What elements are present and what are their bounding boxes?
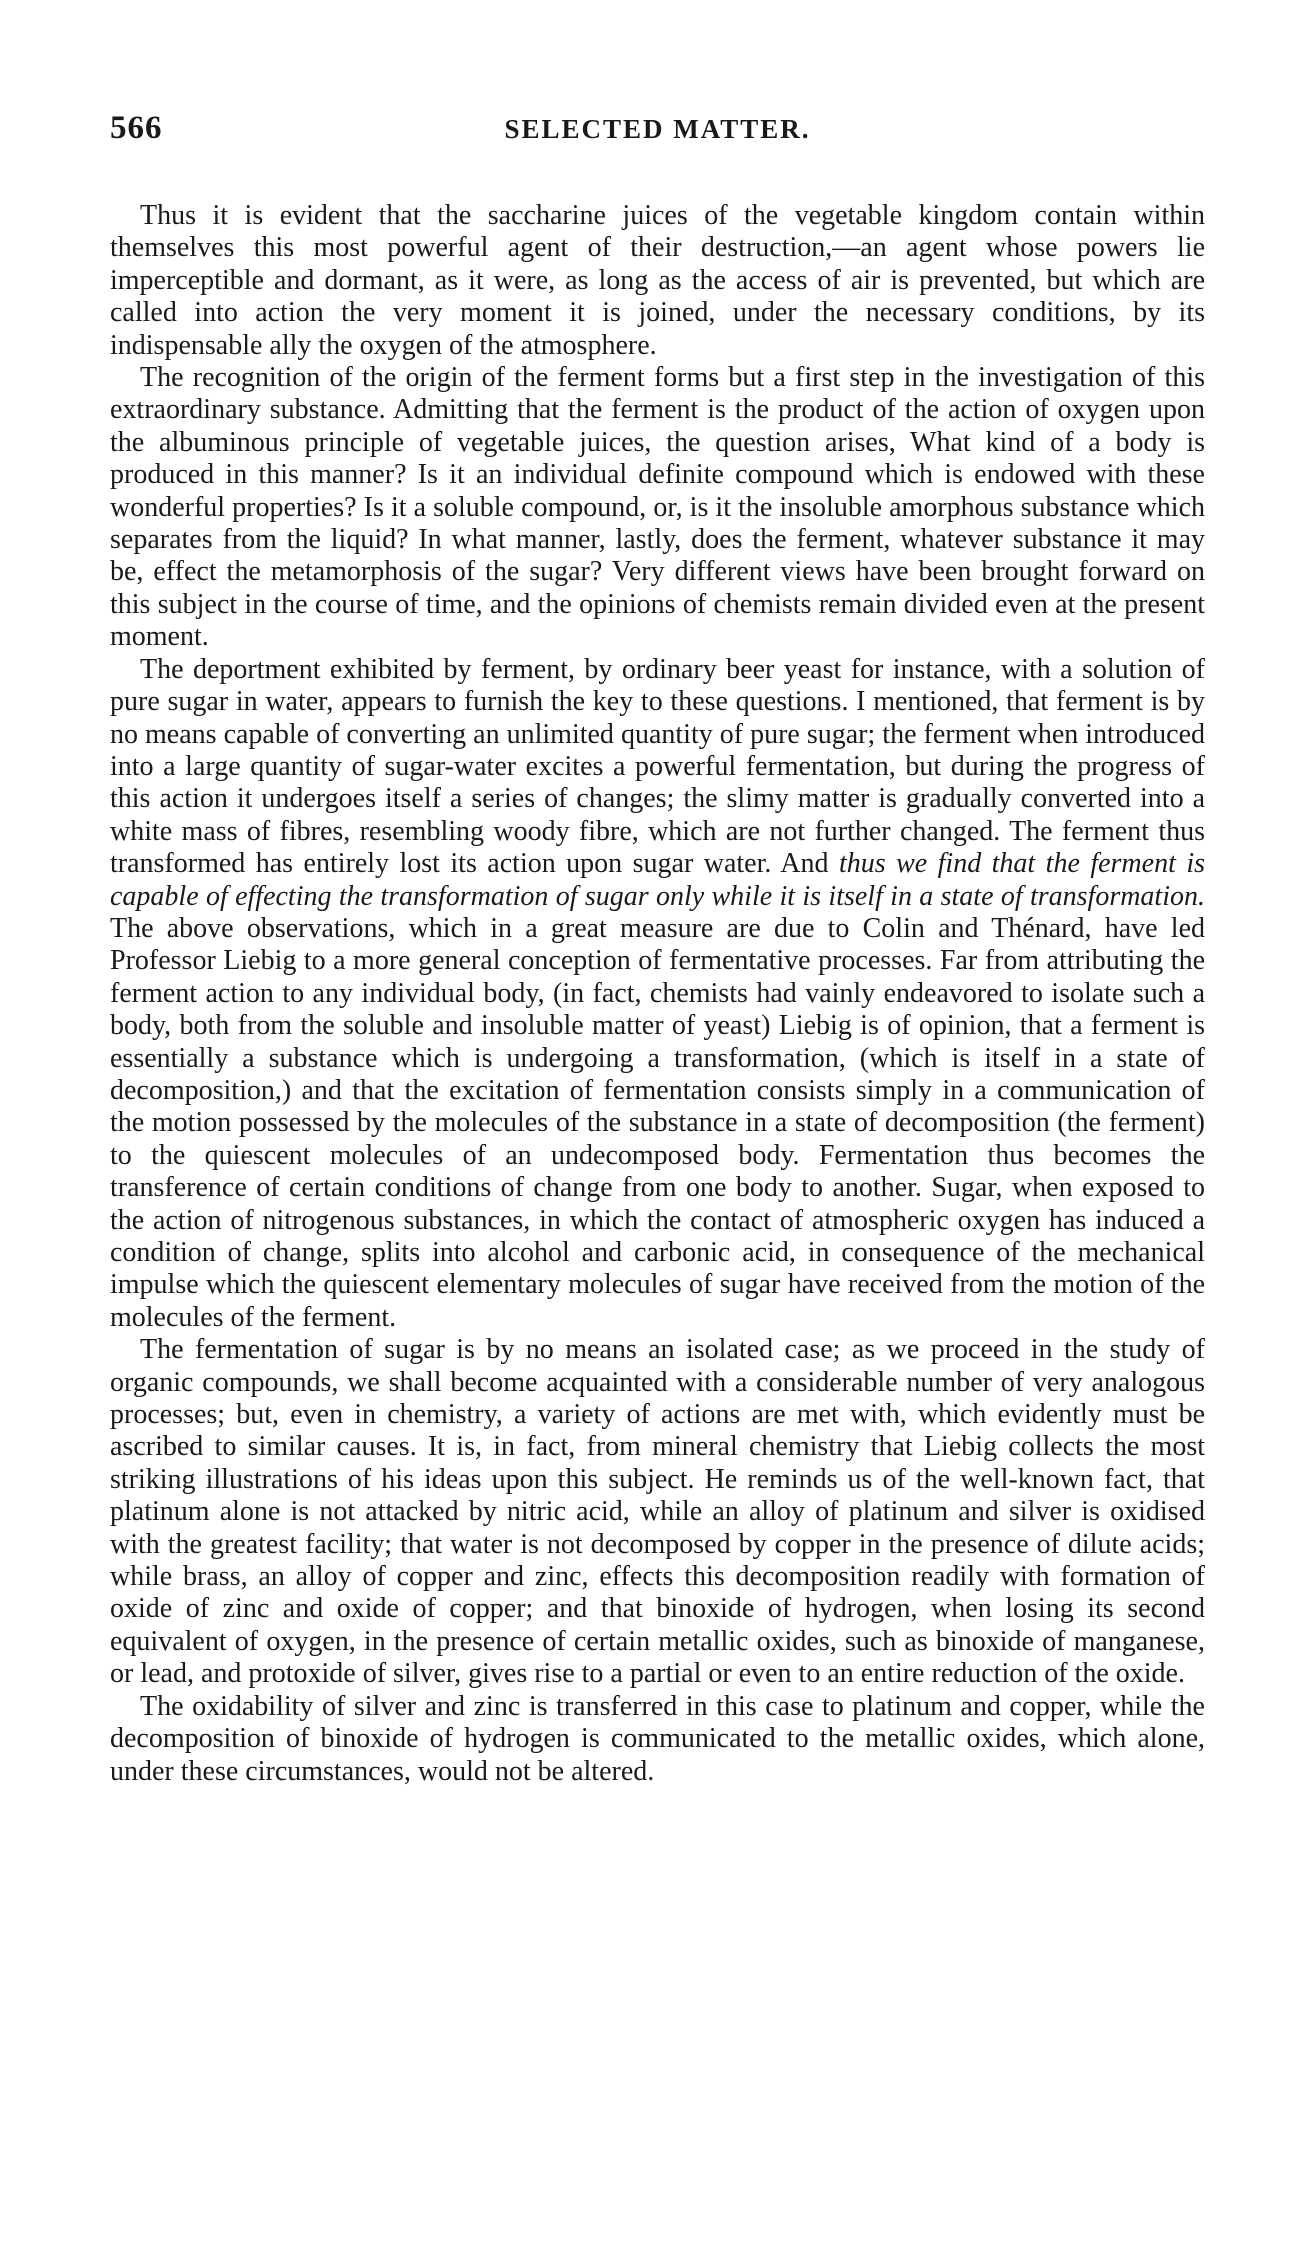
book-page bbox=[110, 110, 1205, 1788]
paragraph-3-text-before: The deportment exhibited by ferment, by ordinary beer yeast for instance, with a solution of pure sugar in water, appears to furnish the key to these questions. I mentioned, that ferment is by no means capable of converting an unlimited quantity of pure sugar; the ferment when introduced into a large quantity of sugar-water excites a powerful fermentation, but during the progress of this action it undergoes itself a series of changes; the slimy matter is gradually converted into a white mass of fibres, resembling woody fibre, which are not further changed. The ferment thus transformed has entirely lost its action upon sugar water. And bbox=[110, 653, 1205, 880]
paragraph-3 bbox=[110, 654, 1205, 1335]
paragraph-5: The oxidability of silver and zinc is transferred in this case to platinum and copper, while the decomposition of binoxide of hydrogen is communicated to the metallic oxides, which alone, under these circumstances, would not be altered. bbox=[110, 1690, 1205, 1787]
running-head: SELECTED MATTER. bbox=[504, 114, 811, 144]
paragraph-1: Thus it is evident that the saccharine juices of the vegetable kingdom contain within themselves this most powerful agent of their destruction,—an agent whose powers lie imperceptible and dormant, as it were, as long as the access of air is prevented, but which are called into action the very moment it is joined, under the necessary conditions, by its indispensable ally the oxygen of the atmosphere. bbox=[110, 200, 1205, 361]
page-header bbox=[110, 110, 1205, 160]
paragraph-4: The fermentation of sugar is by no means an isolated case; as we proceed in the study of organic compounds, we shall become acquainted with a considerable number of very analogous processes; but, even in chemistry, a variety of actions are met with, which evidently must be ascribed to similar causes. It is, in fact, from mineral chemistry that Liebig collects the most striking illustrations of his ideas upon this subject. He reminds us of the well-known fact, that platinum alone is not attacked by nitric acid, while an alloy of platinum and silver is oxidised with the greatest facility; that water is not decomposed by copper in the presence of dilute acids; while brass, an alloy of copper and zinc, effects this decomposition readily with formation of oxide of zinc and oxide of copper; and that binoxide of hydrogen, when losing its second equivalent of oxygen, in the presence of certain metallic oxides, such as binoxide of manganese, or lead, and protoxide of silver, gives rise to a partial or even to an entire reduction of the oxide. bbox=[110, 1334, 1205, 1690]
paragraph-3-text-after: The above observations, which in a great measure are due to Colin and Thénard, have led Professor Liebig to a more general conception of fermentative processes. Far from attributing the ferment action to any individual body, (in fact, chemists had vainly endeavored to isolate such a body, both from the soluble and insoluble matter of yeast) Liebig is of opinion, that a ferment is essentially a substance which is undergoing a transformation, (which is itself in a state of decomposition,) and that the excitation of fermentation consists simply in a communication of the motion possessed by the molecules of the substance in a state of decomposition (the ferment) to the quiescent molecules of an undecomposed body. Fermentation thus becomes the transference of certain conditions of change from one body to another. Sugar, when exposed to the action of nitrogenous substances, in which the contact of atmospheric oxygen has induced a condition of change, splits into alcohol and carbonic acid, in consequence of the mechanical impulse which the quiescent elementary molecules of sugar have received from the motion of the molecules of the ferment. bbox=[110, 912, 1205, 1333]
body-text bbox=[110, 200, 1205, 1788]
paragraph-2: The recognition of the origin of the ferment forms but a first step in the investigation of this extraordinary substance. Admitting that the ferment is the product of the action of oxygen upon the albuminous principle of vegetable juices, the question arises, What kind of a body is produced in this manner? Is it an individual definite compound which is endowed with these wonderful properties? Is it a soluble compound, or, is it the insoluble amorphous substance which separates from the liquid? In what manner, lastly, does the ferment, whatever substance it may be, effect the metamorphosis of the sugar? Very different views have been brought forward on this subject in the course of time, and the opinions of chemists remain divided even at the present moment. bbox=[110, 362, 1205, 653]
page-number: 566 bbox=[110, 110, 163, 146]
paragraph-3-emphasis: thus we find that the ferment is capable of effecting the transformation of sugar only while it is itself in a state of transformation. bbox=[110, 848, 1205, 912]
